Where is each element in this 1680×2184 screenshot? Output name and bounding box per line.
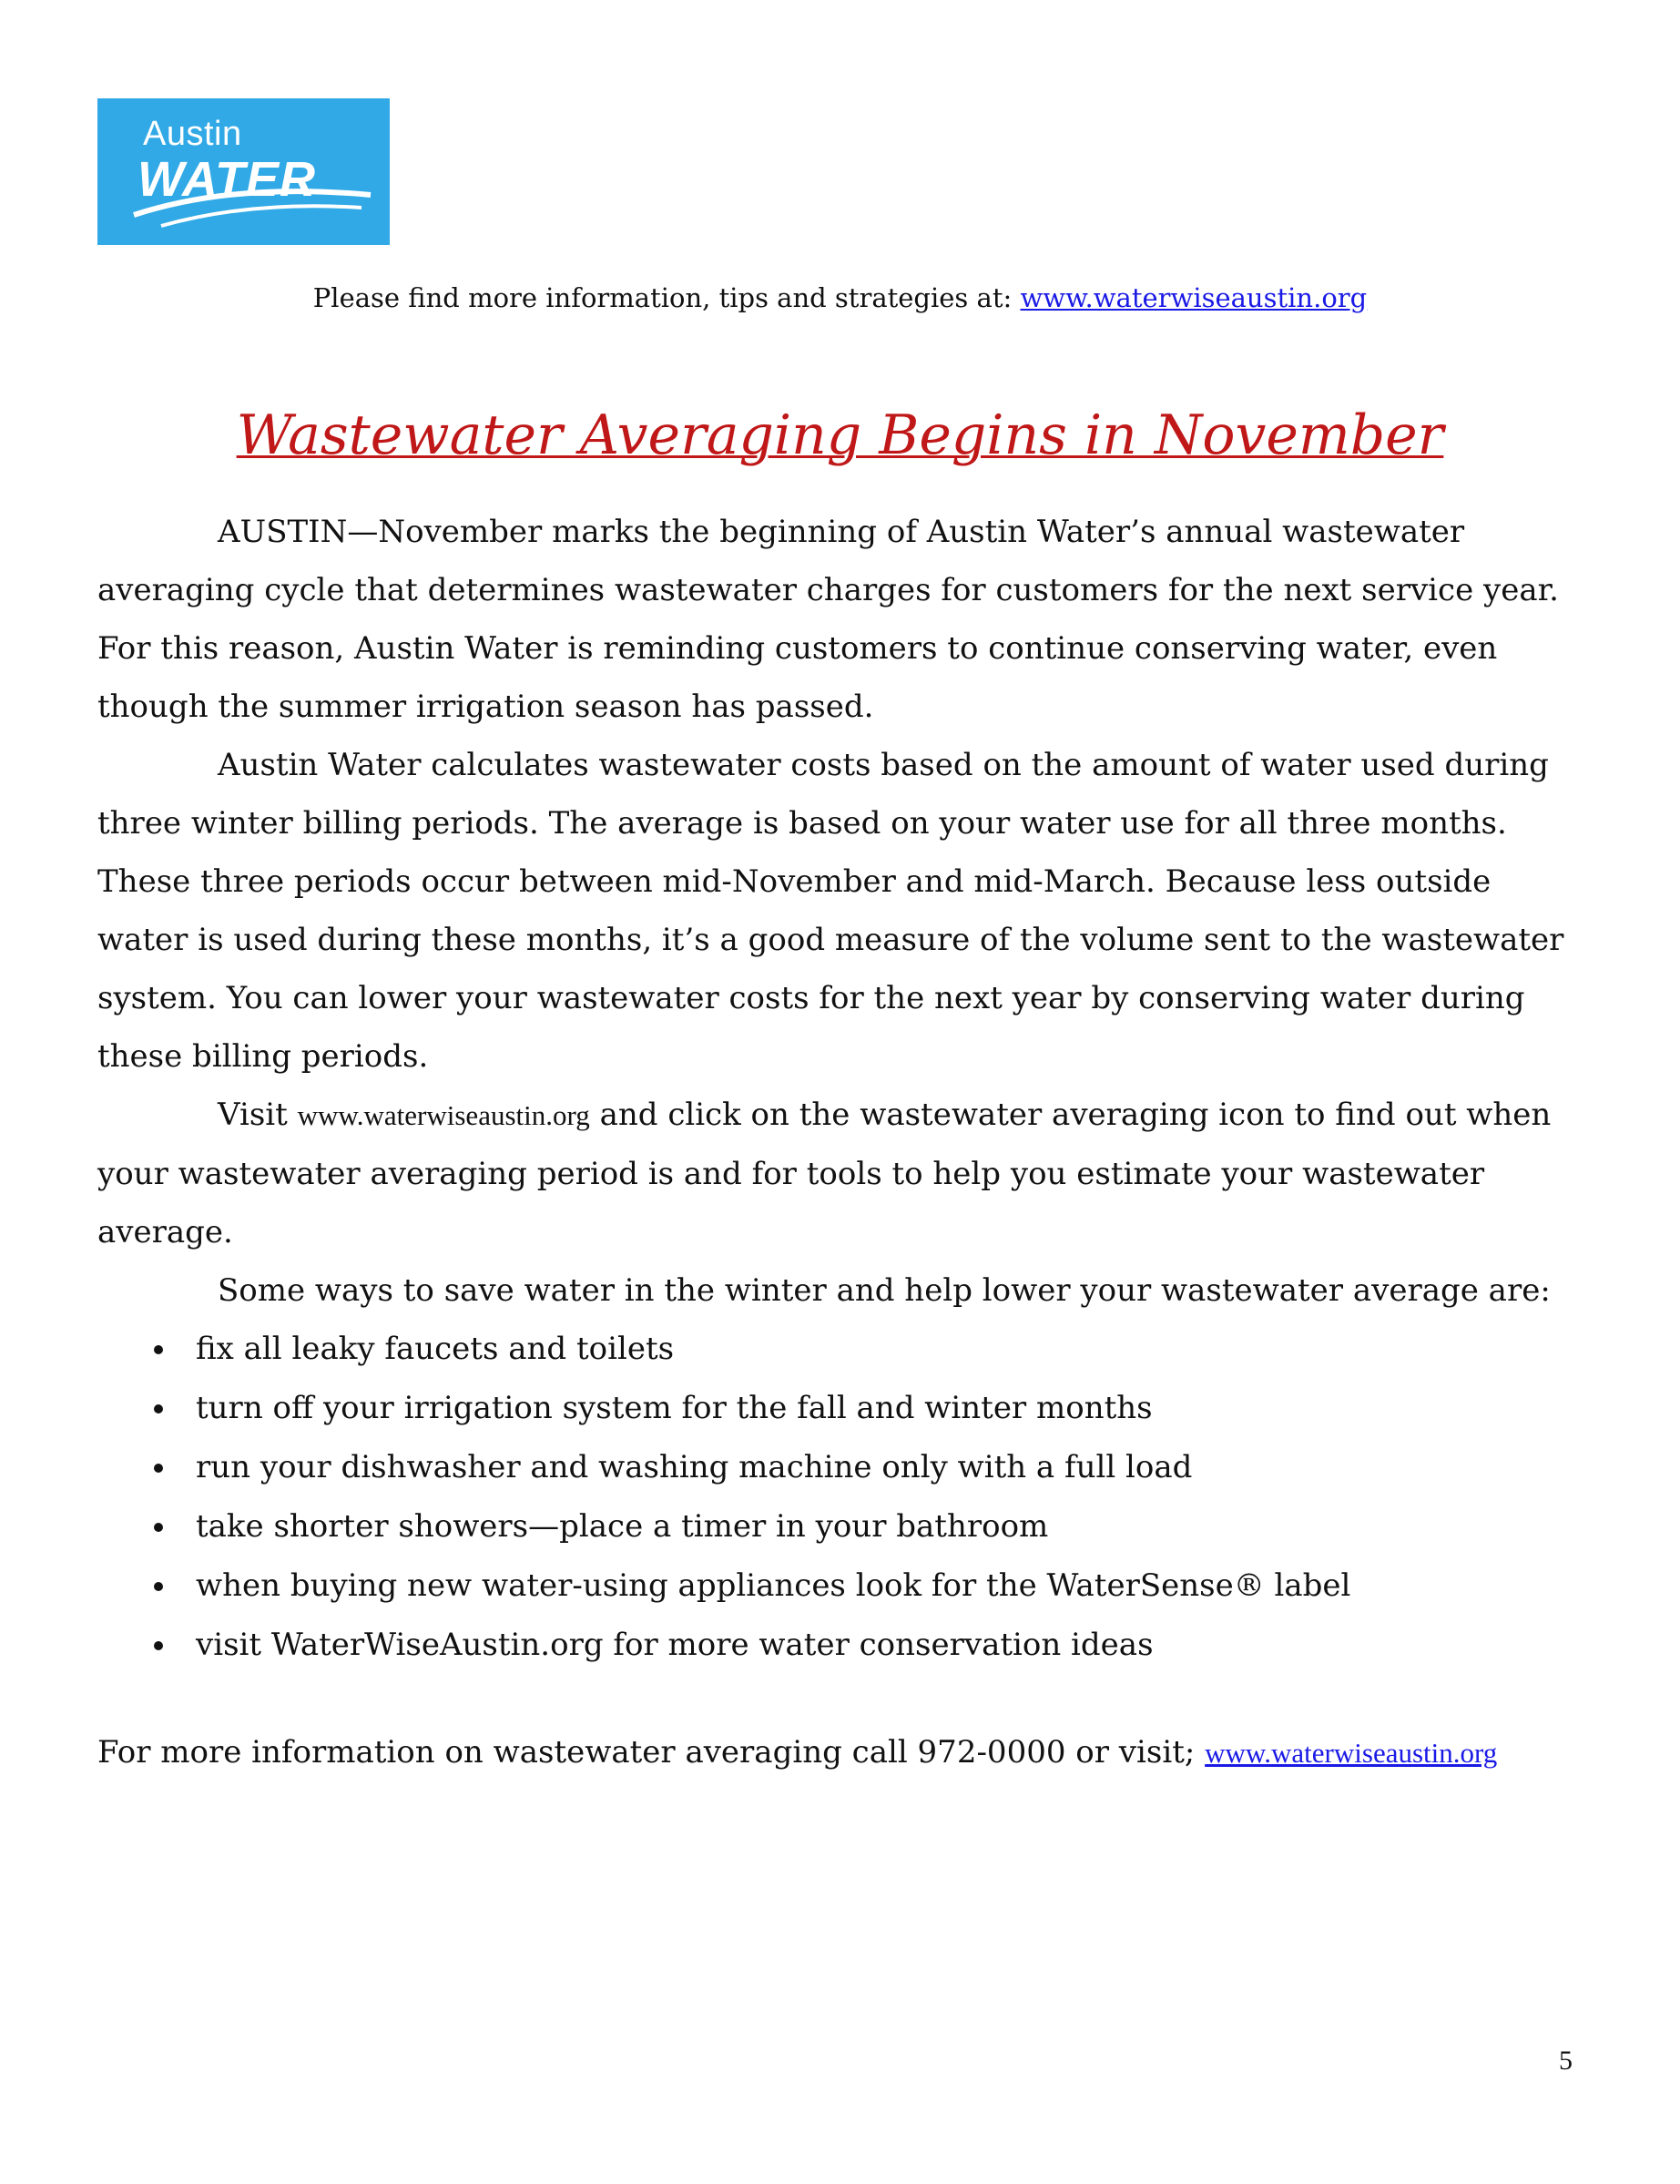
closing-link[interactable]: www.waterwiseaustin.org <box>1205 1737 1498 1769</box>
logo-line-water: WATER <box>137 152 316 207</box>
page-number: 5 <box>1559 2046 1573 2076</box>
bullet-icon <box>154 1582 163 1591</box>
bullet-icon <box>154 1345 163 1354</box>
list-item <box>97 1379 1591 1438</box>
tip-text: fix all leaky faucets and toilets <box>196 1331 675 1367</box>
tip-text: turn off your irrigation system for the fall and winter months <box>196 1390 1153 1426</box>
info-line <box>0 282 1680 313</box>
bullet-icon <box>154 1523 163 1532</box>
list-item <box>97 1556 1591 1616</box>
paragraph-2: Austin Water calculates wastewater costs based on the amount of water used during three winter billing periods. The average is based on your water use for all three months. These three periods occur between mid-November and mid-March. Because less outside water is used during these months, it’s a good measure of the volume sent to the wastewater system. You can lower your wastewater costs for the next year by conserving water during these billing periods. <box>97 747 1564 1075</box>
paragraph-3-prefix: Visit <box>218 1097 298 1133</box>
tips-list <box>97 1320 1591 1675</box>
article-body <box>97 503 1591 1675</box>
closing-text: For more information on wastewater averaging call 972-0000 or visit; <box>97 1734 1206 1771</box>
bullet-icon <box>154 1404 163 1413</box>
logo-line-austin: Austin <box>143 115 242 153</box>
list-item <box>97 1320 1591 1379</box>
bullet-icon <box>154 1641 163 1650</box>
closing-line <box>97 1734 1497 1771</box>
tip-text: when buying new water-using appliances look for the WaterSense® label <box>196 1567 1351 1604</box>
tip-text: take shorter showers—place a timer in your bathroom <box>196 1508 1049 1545</box>
list-item <box>97 1438 1591 1497</box>
tip-text: visit WaterWiseAustin.org for more water conservation ideas <box>196 1627 1154 1663</box>
paragraph-3 <box>97 1086 1591 1261</box>
page-title: Wastewater Averaging Begins in November <box>236 403 1444 467</box>
paragraph-3-suffix: and click on the wastewater averaging icon to find out when your wastewater averaging period is and for tools to help you estimate your wastewater average. <box>97 1097 1552 1250</box>
list-item <box>97 1616 1591 1675</box>
paragraph-4: Some ways to save water in the winter and help lower your wastewater average are: <box>218 1272 1551 1309</box>
paragraph-3-link[interactable]: www.waterwiseaustin.org <box>297 1099 590 1131</box>
info-text: Please find more information, tips and strategies at: <box>312 282 1021 313</box>
list-item <box>97 1497 1591 1556</box>
bullet-icon <box>154 1464 163 1473</box>
info-link[interactable]: www.waterwiseaustin.org <box>1020 282 1368 313</box>
austin-water-logo <box>97 98 390 245</box>
tip-text: run your dishwasher and washing machine only with a full load <box>196 1449 1193 1485</box>
paragraph-1: AUSTIN—November marks the beginning of Austin Water’s annual wastewater averaging cycle that determines wastewater charges for customers for the next service year. For this reason, Austin Water is reminding customers to continue conserving water, even though the summer irrigation season has passed. <box>97 514 1559 725</box>
